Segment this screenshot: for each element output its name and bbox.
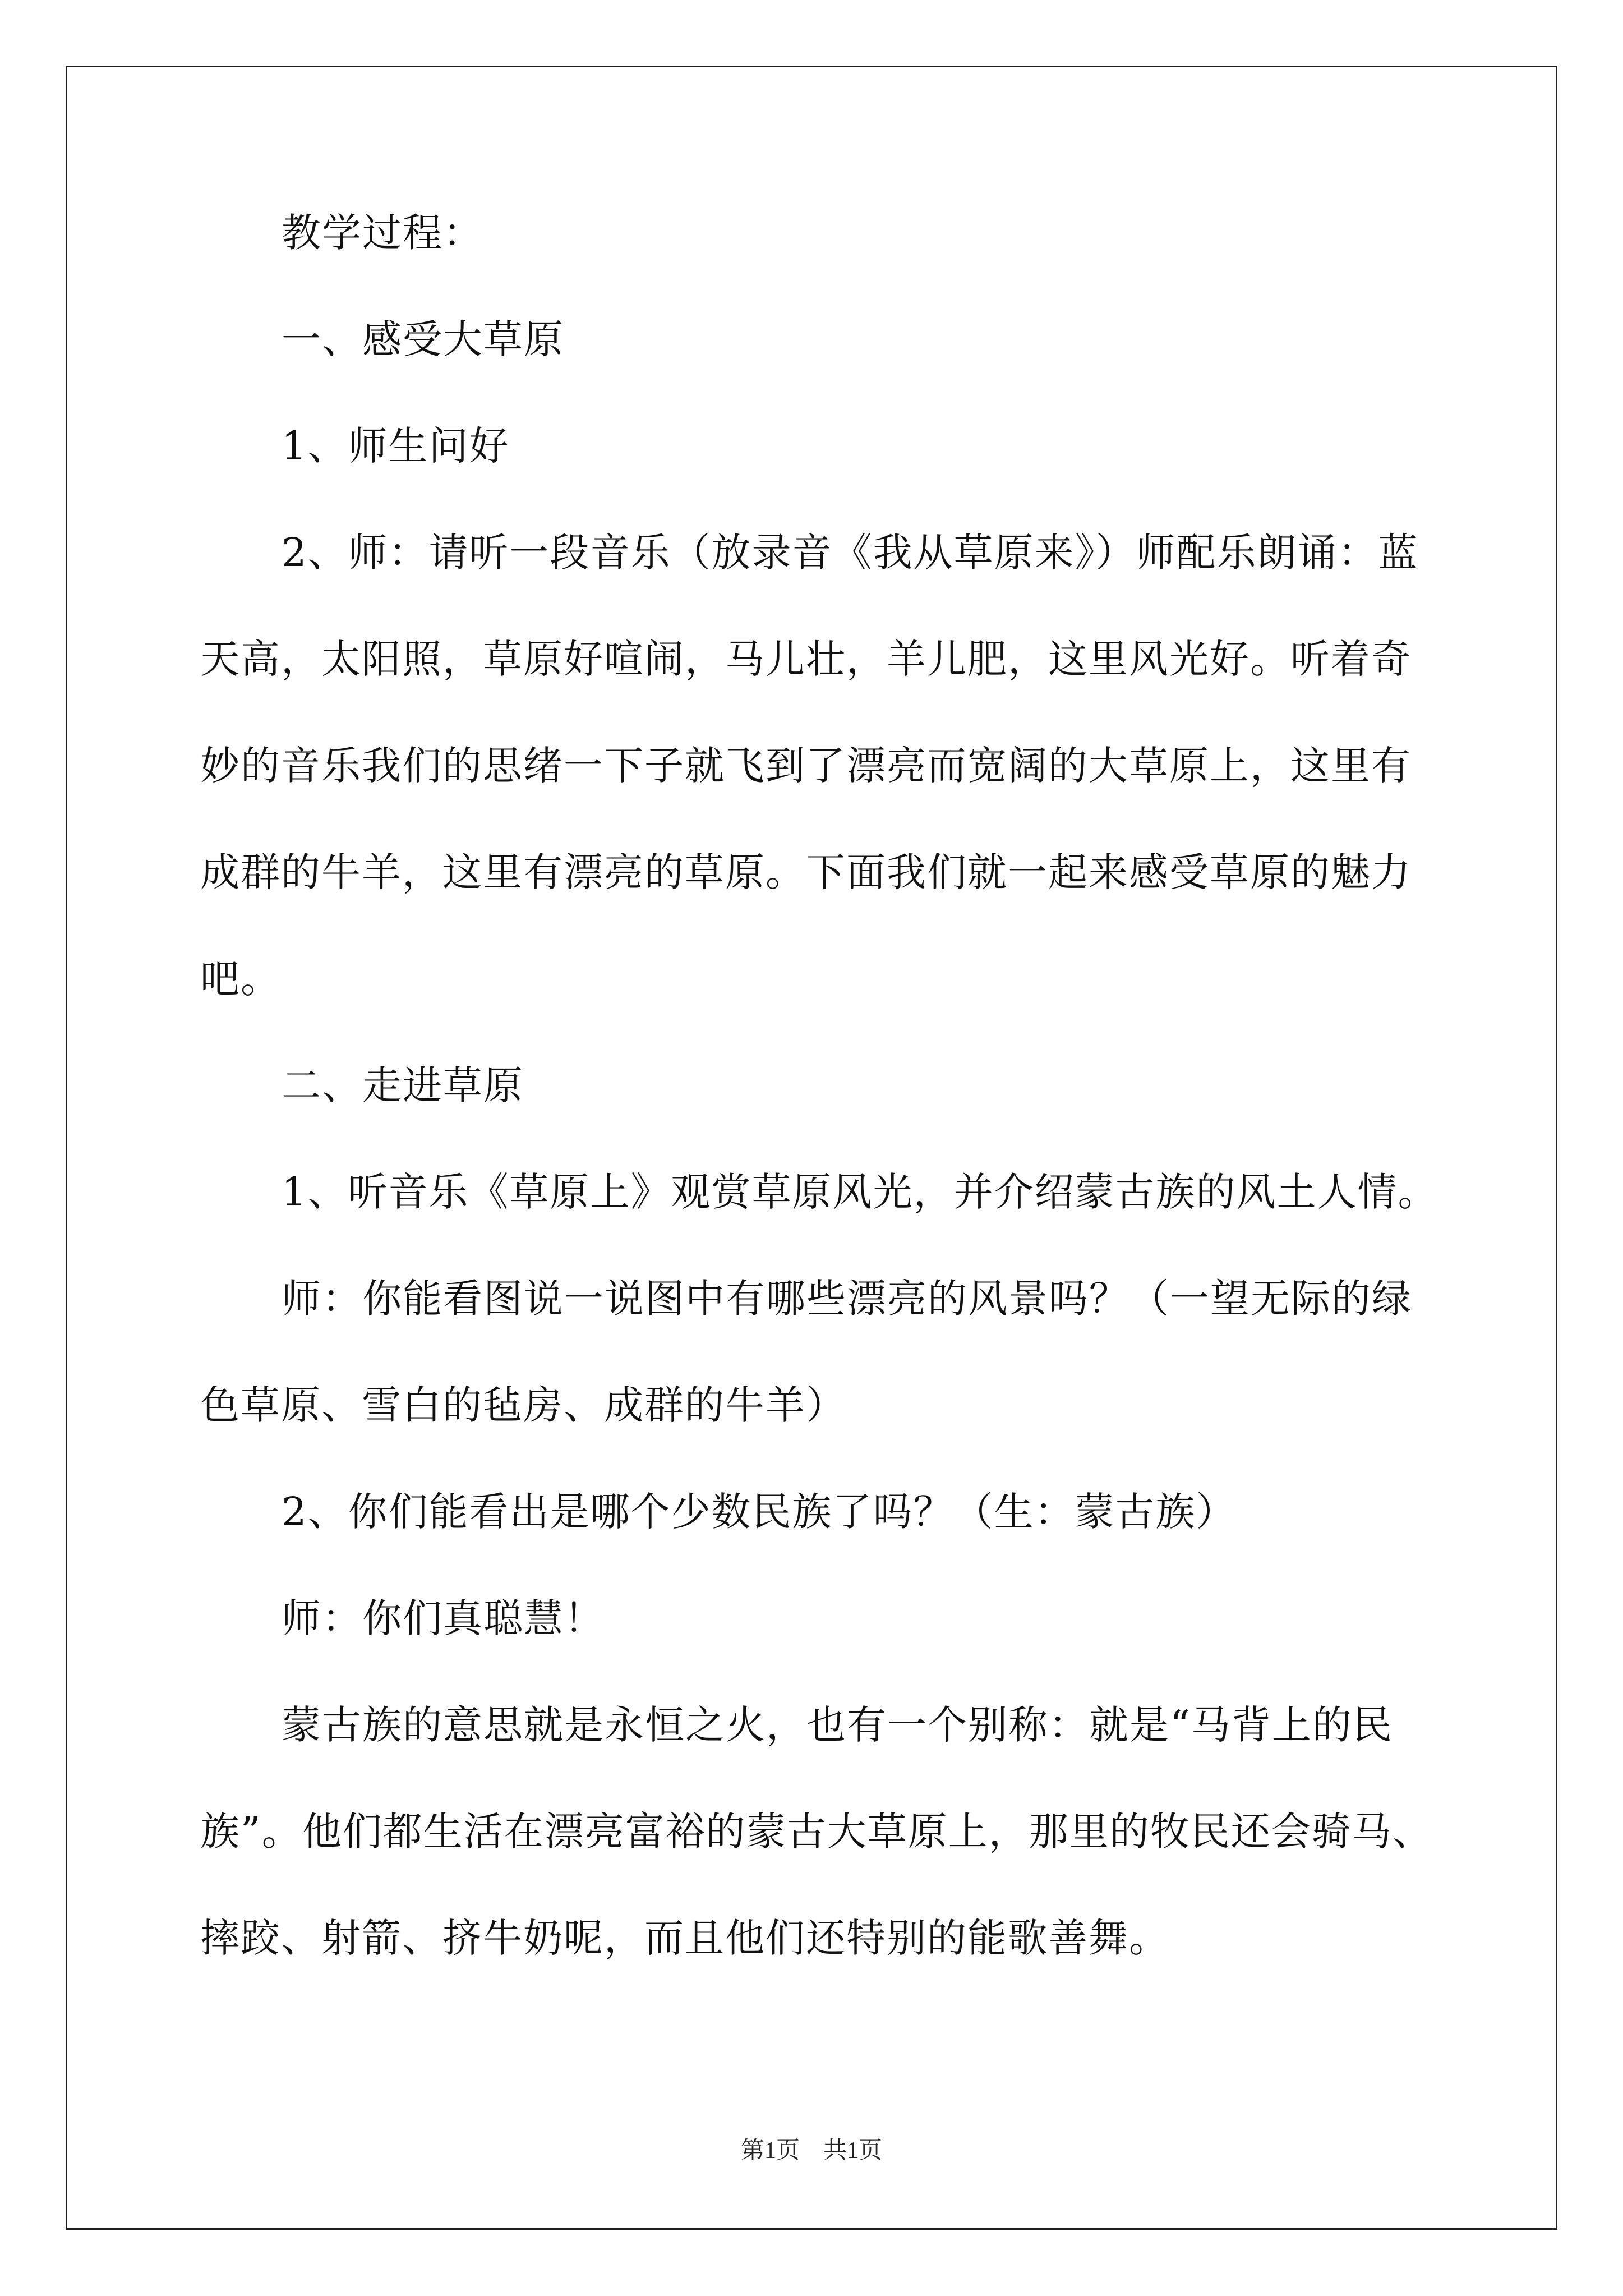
page-footer: 第1页 共1页 [740, 2138, 882, 2164]
paragraph-line: 蒙古族的意思就是永恒之火，也有一个别称：就是“马背上的民 [282, 1702, 1393, 1748]
section-heading-1: 一、感受大草原 [282, 316, 564, 362]
paragraph-line: 成群的牛羊，这里有漂亮的草原。下面我们就一起来感受草原的魅力 [200, 849, 1412, 895]
step-greeting: 1、师生问好 [282, 423, 510, 469]
paragraph-line: 2、师：请听一段音乐（放录音《我从草原来》）师配乐朗诵：蓝 [282, 530, 1419, 576]
page-border [66, 66, 1557, 2230]
paragraph-line: 天高，太阳照，草原好喧闹，马儿壮，羊儿肥，这里风光好。听着奇 [200, 636, 1412, 682]
paragraph-line: 色草原、雪白的毡房、成群的牛羊） [200, 1382, 846, 1428]
section-heading-2: 二、走进草原 [282, 1062, 524, 1108]
section-heading-process: 教学过程： [282, 210, 483, 256]
paragraph-line: 摔跤、射箭、挤牛奶呢，而且他们还特别的能歌善舞。 [200, 1915, 1169, 1961]
paragraph-line: 妙的音乐我们的思绪一下子就飞到了漂亮而宽阔的大草原上，这里有 [200, 743, 1412, 789]
paragraph-line: 1、听音乐《草原上》观赏草原风光，并介绍蒙古族的风土人情。 [282, 1169, 1438, 1215]
paragraph-line: 师：你能看图说一说图中有哪些漂亮的风景吗？（一望无际的绿 [282, 1276, 1412, 1322]
paragraph-line: 吧。 [200, 956, 281, 1002]
paragraph-line: 族”。他们都生活在漂亮富裕的蒙古大草原上，那里的牧民还会骑马、 [200, 1809, 1433, 1855]
paragraph-line: 师：你们真聪慧！ [282, 1595, 605, 1641]
paragraph-line: 2、你们能看出是哪个少数民族了吗？（生：蒙古族） [282, 1489, 1237, 1535]
